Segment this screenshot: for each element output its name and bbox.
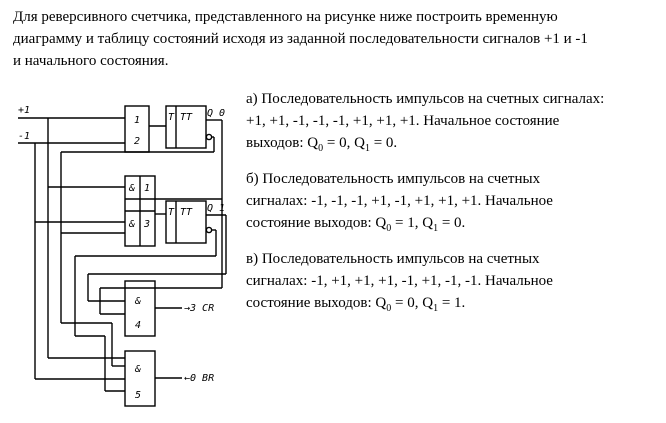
counter-circuit-diagram	[0, 96, 240, 422]
q1-output-label: Q 1	[207, 203, 226, 214]
q1-value: = 0.	[438, 215, 466, 231]
task-variant-b	[246, 168, 664, 234]
and-gate-4-symbol: &	[135, 296, 142, 307]
q0-symbol: Q	[375, 215, 387, 231]
initial-state	[246, 132, 664, 154]
task-variant-a	[246, 88, 664, 154]
q1-subscript: 1	[364, 143, 370, 154]
task-line: б) Последовательность импульсов на счетных	[246, 171, 541, 187]
flipflop-q0-t-label: T	[168, 112, 175, 123]
initial-state	[246, 212, 664, 234]
and-or-top-symbol: &	[129, 183, 136, 194]
and-gate-5-symbol: &	[135, 364, 142, 375]
q0-value: = 1,	[391, 215, 423, 231]
task-line: а) Последовательность импульсов на счетных сигналах:	[246, 91, 605, 107]
input-plus-label: +1	[18, 105, 31, 116]
q0-symbol: Q	[375, 295, 387, 311]
task-line: в) Последовательность импульсов на счетных	[246, 251, 540, 267]
and-or-top-number: 1	[144, 183, 151, 194]
state-prefix: выходов:	[246, 135, 308, 151]
and-or-bottom-number: 3	[144, 219, 151, 230]
q1-symbol: Q	[422, 215, 434, 231]
or-gate-input-1: 1	[134, 115, 141, 126]
and-gate-5-number: 5	[135, 390, 142, 401]
initial-state	[246, 292, 664, 314]
task-variant-c	[246, 248, 664, 314]
task-line: +1, +1, -1, -1, -1, +1, +1, +1. Начальное состояние	[246, 113, 560, 129]
q1-value: = 0.	[369, 135, 398, 151]
flipflop-q0-tt-label: TT	[180, 112, 193, 123]
q0-subscript: 0	[386, 223, 392, 234]
q0-value: = 0,	[391, 295, 423, 311]
q0-value: = 0,	[323, 135, 355, 151]
borrow-output-label: ←0 BR	[184, 373, 215, 384]
task-intro	[13, 6, 663, 72]
flipflop-q1-t-label: T	[168, 207, 175, 218]
or-gate-input-2: 2	[134, 136, 141, 147]
state-prefix: состояние выходов:	[246, 215, 376, 231]
state-prefix: состояние выходов:	[246, 295, 376, 311]
intro-line: диаграмму и таблицу состояний исходя из заданной последовательности сигналов +1 и -1	[13, 31, 588, 47]
and-or-bottom-symbol: &	[129, 219, 136, 230]
flipflop-q1-tt-label: TT	[180, 207, 193, 218]
q0-symbol: Q	[307, 135, 319, 151]
intro-line: и начального состояния.	[13, 53, 169, 69]
q1-symbol: Q	[354, 135, 365, 151]
q0-subscript: 0	[386, 303, 392, 314]
q1-value: = 1.	[438, 295, 466, 311]
task-line: сигналах: -1, +1, +1, +1, -1, +1, -1, -1. Начальное	[246, 273, 553, 289]
intro-line: Для реверсивного счетчика, представленного на рисунке ниже построить временную	[13, 9, 558, 25]
q1-subscript: 1	[433, 223, 439, 234]
task-line: сигналах: -1, -1, -1, +1, -1, +1, +1, +1. Начальное	[246, 193, 553, 209]
carry-output-label: →3 CR	[184, 303, 215, 314]
input-minus-label: -1	[18, 131, 31, 142]
q0-subscript: 0	[318, 143, 324, 154]
q1-symbol: Q	[422, 295, 434, 311]
q0-output-label: Q 0	[207, 108, 226, 119]
and-gate-4-number: 4	[135, 320, 142, 331]
q1-subscript: 1	[433, 303, 439, 314]
task-variants	[246, 88, 664, 328]
